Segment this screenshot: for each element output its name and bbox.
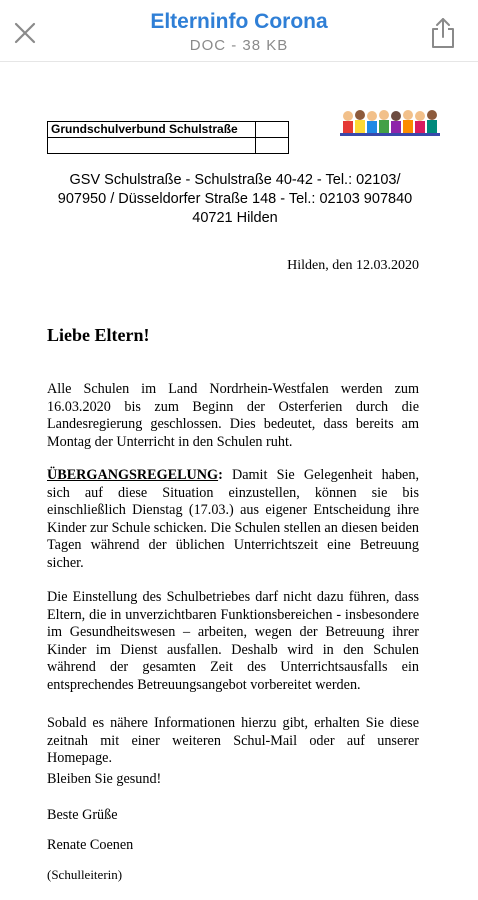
paragraph-further-info: Sobald es nähere Informationen hierzu gibt, erhalten Sie diese zeitnah mit einer weiteren Schul-Mail oder auf unserer Homepage. <box>47 715 419 767</box>
close-icon[interactable] <box>10 18 40 48</box>
table-cell <box>256 138 289 154</box>
transition-rule-heading: ÜBERGANGSREGELUNG <box>47 467 219 483</box>
letter-date: Hilden, den 12.03.2020 <box>287 258 419 273</box>
table-cell <box>48 138 256 154</box>
document-page <box>0 63 478 900</box>
signature-name: Renate Coenen <box>47 837 134 853</box>
transition-rule-text: Damit Sie Gelegenheit haben, sich auf diese Situation einzustellen, können sie bis einschließlich Dienstag (17.03.) aus eigener Entscheidung ihre Kinder zur Schule schicken. Die Schulen stellen an diesen beiden Tagen während der üblichen Unterrichtszeit eine Betreuung sicher. <box>47 467 419 571</box>
signature-role: (Schulleiterin) <box>47 867 123 882</box>
closing-wish: Bleiben Sie gesund! <box>47 771 162 787</box>
paragraph-transition-rule <box>47 467 419 573</box>
school-name: Grundschulverbund Schulstraße <box>48 122 256 138</box>
document-title: Elterninfo Corona <box>150 10 328 33</box>
title-block <box>60 10 418 54</box>
closing-greeting: Beste Grüße <box>47 807 118 823</box>
document-info: DOC - 38 KB <box>189 37 289 54</box>
paragraph-closure-notice: Alle Schulen im Land Nordrhein-Westfalen werden zum 16.03.2020 bis zum Beginn der Osterferien durch die Landesregierung geschlossen. Dies bedeutet, dass bereits am Montag der Unterricht in den Schulen ruht. <box>47 381 419 450</box>
top-bar <box>0 0 478 62</box>
school-name-table <box>47 121 289 154</box>
share-icon[interactable] <box>428 16 458 50</box>
school-address: GSV Schulstraße - Schulstraße 40-42 - Tel.: 02103/ 907950 / Düsseldorfer Straße 148 - Tel.: 02103 907840 40721 Hilden <box>57 172 413 226</box>
children-clipart <box>340 107 440 137</box>
greeting: Liebe Eltern! <box>47 325 150 345</box>
heading-colon: : <box>218 467 223 483</box>
table-cell <box>256 122 289 138</box>
paragraph-care-offer: Die Einstellung des Schulbetriebes darf nicht dazu führen, dass Eltern, die in unverzichtbaren Funktionsbereichen - insbesondere im Gesundheitswesen – arbeiten, wegen der Betreuung ihrer Kinder im Dienst ausfallen. Deshalb wird in den Schulen während der gesamten Zeit des Unterrichtsausfalls ein entsprechendes Betreuungsangebot vorbereitet werden. <box>47 589 419 693</box>
